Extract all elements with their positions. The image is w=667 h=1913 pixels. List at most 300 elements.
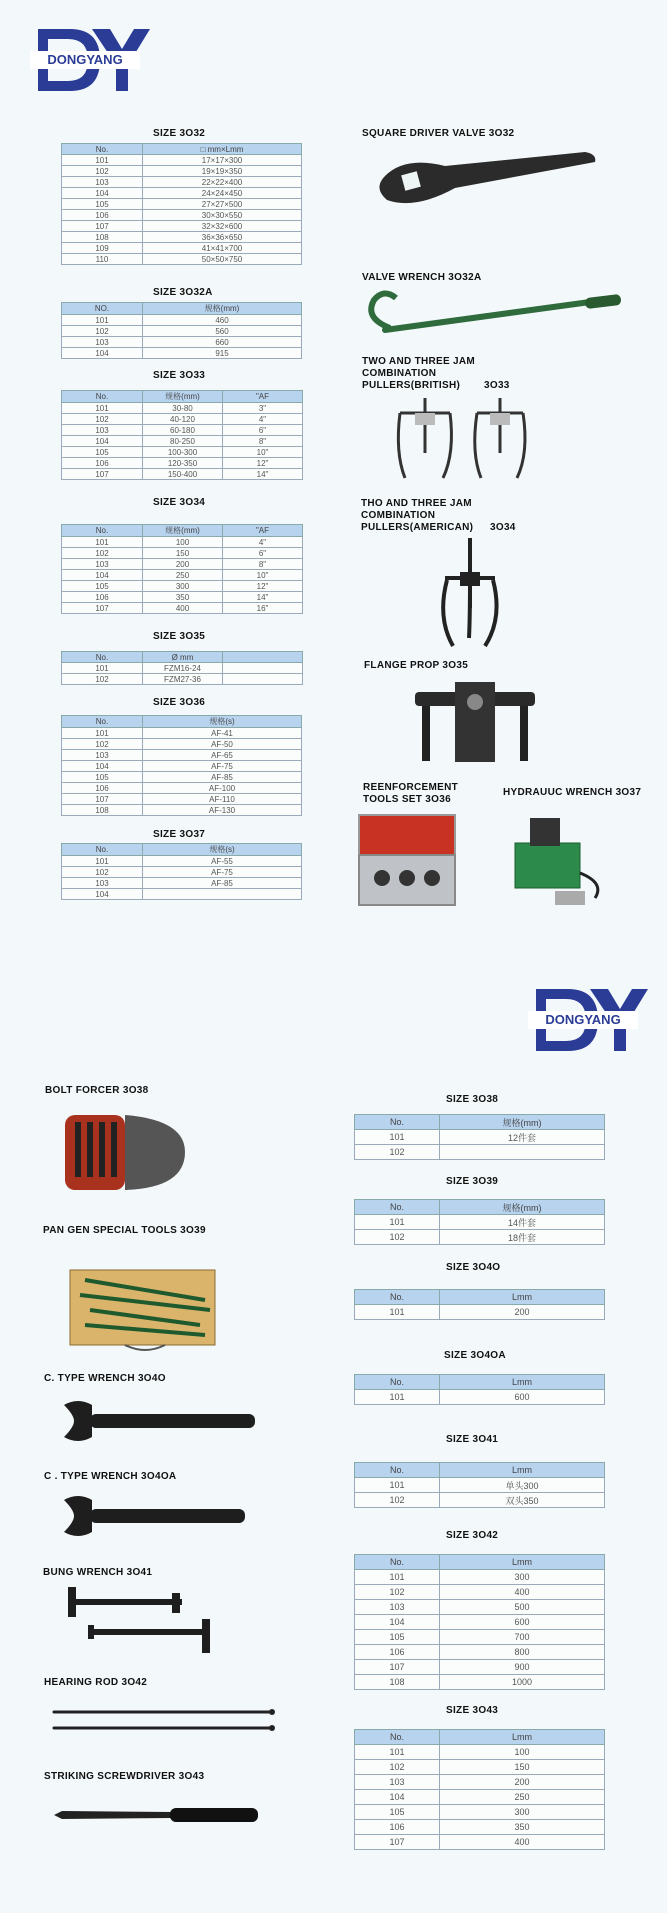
table-cell: 108 <box>355 1675 440 1690</box>
table-cell: 80-250 <box>143 436 223 447</box>
table-cell: 12件套 <box>440 1130 605 1145</box>
size-title-3043: SIZE 3O43 <box>446 1705 499 1716</box>
striking-screwdriver-icon <box>52 1800 262 1830</box>
table-cell: 107 <box>62 603 143 614</box>
table-header-row <box>62 525 303 537</box>
table-cell: 106 <box>62 783 143 794</box>
table-row <box>62 155 302 166</box>
table-cell: 双头350 <box>440 1493 605 1508</box>
table-cell: 700 <box>440 1630 605 1645</box>
table-header-row <box>62 844 302 856</box>
table-cell: 300 <box>440 1805 605 1820</box>
table-row <box>355 1790 605 1805</box>
table-cell: 460 <box>143 315 302 326</box>
table-cell: 120-350 <box>143 458 223 469</box>
table-cell: 10" <box>223 570 303 581</box>
table-cell: AF-85 <box>143 878 302 889</box>
table-row <box>62 458 303 469</box>
table-cell: 50×50×750 <box>143 254 302 265</box>
table-row <box>62 856 302 867</box>
table-cell: 18件套 <box>440 1230 605 1245</box>
size-table-3036 <box>61 715 302 816</box>
table-cell: 102 <box>355 1585 440 1600</box>
table-cell: 900 <box>440 1660 605 1675</box>
caption-3039: PAN GEN SPECIAL TOOLS 3O39 <box>43 1225 206 1236</box>
table-cell: 300 <box>143 581 223 592</box>
column-header: No. <box>355 1730 440 1745</box>
table-cell: AF-75 <box>143 867 302 878</box>
table-row <box>355 1835 605 1850</box>
table-cell <box>440 1145 605 1160</box>
table-cell: 109 <box>62 243 143 254</box>
table-row <box>62 728 302 739</box>
table-cell: 105 <box>62 199 143 210</box>
brand-name-2: DONGYANG <box>528 1011 638 1029</box>
table-cell: 12" <box>223 581 303 592</box>
table-row <box>62 348 302 359</box>
column-header: No. <box>62 844 143 856</box>
size-table-3040 <box>354 1289 605 1320</box>
square-driver-valve-icon <box>365 148 605 218</box>
table-cell: 106 <box>62 458 143 469</box>
size-table-3032a <box>61 302 302 359</box>
size-table-3035 <box>61 651 303 685</box>
table-cell: AF-85 <box>143 772 302 783</box>
table-cell <box>143 889 302 900</box>
table-cell: 200 <box>440 1775 605 1790</box>
table-row <box>62 867 302 878</box>
column-header: Lmm <box>440 1555 605 1570</box>
table-header-row <box>355 1463 605 1478</box>
table-cell: 660 <box>143 337 302 348</box>
table-cell: 101 <box>355 1130 440 1145</box>
caption-3033-line1: TWO AND THREE JAM <box>362 356 476 367</box>
table-row <box>62 581 303 592</box>
table-header-row <box>355 1200 605 1215</box>
table-row <box>355 1493 605 1508</box>
table-cell: 14" <box>223 469 303 480</box>
table-cell: 106 <box>62 592 143 603</box>
table-row <box>62 794 302 805</box>
c-type-wrench-a-icon <box>60 1492 250 1542</box>
table-cell: 500 <box>440 1600 605 1615</box>
table-header-row <box>62 391 303 403</box>
table-cell: 200 <box>143 559 223 570</box>
table-cell: 110 <box>62 254 143 265</box>
table-row <box>62 603 303 614</box>
column-header: NO. <box>62 303 143 315</box>
table-cell: 3" <box>223 403 303 414</box>
table-cell: AF-100 <box>143 783 302 794</box>
size-title-3040: SIZE 3O4O <box>446 1262 501 1273</box>
table-cell: 107 <box>62 221 143 232</box>
table-row <box>355 1305 605 1320</box>
table-cell: 6" <box>223 425 303 436</box>
table-cell: FZM16-24 <box>143 663 223 674</box>
table-cell: 103 <box>62 559 143 570</box>
caption-3032a: VALVE WRENCH 3O32A <box>362 272 482 283</box>
table-cell: 106 <box>355 1820 440 1835</box>
column-header: No. <box>355 1463 440 1478</box>
table-row <box>355 1820 605 1835</box>
table-cell: 1000 <box>440 1675 605 1690</box>
table-row <box>62 166 302 177</box>
table-cell: 102 <box>62 166 143 177</box>
column-header: 规格(s) <box>143 716 302 728</box>
table-row <box>62 210 302 221</box>
size-title-3041: SIZE 3O41 <box>446 1434 499 1445</box>
table-cell: 22×22×400 <box>143 177 302 188</box>
table-cell: 100 <box>440 1745 605 1760</box>
column-header: 规格(mm) <box>440 1200 605 1215</box>
table-cell: 101 <box>62 728 143 739</box>
size-title-3042: SIZE 3O42 <box>446 1530 499 1541</box>
table-cell: 102 <box>355 1760 440 1775</box>
table-cell: 108 <box>62 232 143 243</box>
size-table-3039 <box>354 1199 605 1245</box>
table-row <box>62 469 303 480</box>
table-cell: 103 <box>62 878 143 889</box>
table-header-row <box>355 1115 605 1130</box>
column-header: Lmm <box>440 1375 605 1390</box>
table-cell: AF-110 <box>143 794 302 805</box>
table-row <box>62 337 302 348</box>
table-row <box>355 1675 605 1690</box>
table-header-row <box>355 1375 605 1390</box>
size-table-3040a <box>354 1374 605 1405</box>
table-cell: 107 <box>355 1660 440 1675</box>
table-cell: 4" <box>223 537 303 548</box>
table-cell: AF-55 <box>143 856 302 867</box>
table-header-row <box>62 144 302 155</box>
column-header: No. <box>62 716 143 728</box>
table-cell: 100 <box>143 537 223 548</box>
table-row <box>355 1600 605 1615</box>
table-cell: 103 <box>62 750 143 761</box>
column-header: Lmm <box>440 1463 605 1478</box>
size-table-3037 <box>61 843 302 900</box>
brand-name: DONGYANG <box>30 51 140 69</box>
table-cell: 105 <box>355 1805 440 1820</box>
c-type-wrench-icon <box>60 1397 260 1447</box>
table-cell: 104 <box>62 570 143 581</box>
table-cell: 14件套 <box>440 1215 605 1230</box>
tools-set-case-icon <box>357 813 457 908</box>
table-cell: 104 <box>355 1615 440 1630</box>
table-cell: AF-65 <box>143 750 302 761</box>
table-cell: 300 <box>440 1570 605 1585</box>
table-row <box>62 772 302 783</box>
caption-3034-line3: PULLERS(AMERICAN) <box>361 522 474 533</box>
size-title-3032a: SIZE 3O32A <box>153 287 213 298</box>
table-cell: 105 <box>62 447 143 458</box>
size-title-3032: SIZE 3O32 <box>153 128 206 139</box>
table-row <box>62 878 302 889</box>
size-table-3033 <box>61 390 303 480</box>
table-cell: 150-400 <box>143 469 223 480</box>
table-cell: 102 <box>62 326 143 337</box>
table-row <box>355 1805 605 1820</box>
table-cell: 107 <box>355 1835 440 1850</box>
bung-wrench-icon <box>62 1587 232 1657</box>
table-cell: 107 <box>62 469 143 480</box>
table-cell <box>223 663 303 674</box>
table-cell: 400 <box>143 603 223 614</box>
table-cell: 105 <box>62 581 143 592</box>
bolt-forcer-icon <box>60 1110 190 1195</box>
size-table-3042 <box>354 1554 605 1690</box>
table-cell: 101 <box>62 403 143 414</box>
column-header: No. <box>355 1375 440 1390</box>
table-cell: 101 <box>62 856 143 867</box>
table-row <box>62 447 303 458</box>
size-title-3037: SIZE 3O37 <box>153 829 206 840</box>
table-cell: 600 <box>440 1390 605 1405</box>
table-cell: 101 <box>355 1305 440 1320</box>
table-cell: 16" <box>223 603 303 614</box>
table-row <box>62 783 302 794</box>
table-row <box>62 414 303 425</box>
table-row <box>355 1570 605 1585</box>
table-row <box>62 805 302 816</box>
size-title-3034: SIZE 3O34 <box>153 497 206 508</box>
caption-3034-code: 3O34 <box>490 522 516 533</box>
table-cell: 40-120 <box>143 414 223 425</box>
size-title-3039: SIZE 3O39 <box>446 1176 499 1187</box>
table-cell: 915 <box>143 348 302 359</box>
size-table-3038 <box>354 1114 605 1160</box>
column-header: □ mm×Lmm <box>143 144 302 155</box>
column-header: No. <box>355 1555 440 1570</box>
table-cell: 103 <box>62 177 143 188</box>
table-cell: 350 <box>440 1820 605 1835</box>
table-cell: 101 <box>62 315 143 326</box>
table-cell: 101 <box>62 537 143 548</box>
table-row <box>355 1660 605 1675</box>
size-title-3033: SIZE 3O33 <box>153 370 206 381</box>
column-header: 规格(mm) <box>143 391 223 403</box>
table-cell: 250 <box>143 570 223 581</box>
table-header-row <box>62 716 302 728</box>
table-row <box>62 221 302 232</box>
table-row <box>355 1745 605 1760</box>
table-row <box>62 537 303 548</box>
table-cell: 100-300 <box>143 447 223 458</box>
table-cell: 8" <box>223 559 303 570</box>
column-header: No. <box>62 525 143 537</box>
table-row <box>62 889 302 900</box>
table-row <box>62 592 303 603</box>
table-cell: 400 <box>440 1835 605 1850</box>
table-row <box>62 548 303 559</box>
column-header: No. <box>62 652 143 663</box>
brand-logo-2 <box>528 985 648 1055</box>
caption-3035: FLANGE PROP 3O35 <box>364 660 469 671</box>
table-cell: 101 <box>62 663 143 674</box>
table-cell: 106 <box>62 210 143 221</box>
caption-3041: BUNG WRENCH 3O41 <box>43 1567 153 1578</box>
table-row <box>355 1145 605 1160</box>
table-cell: 103 <box>355 1775 440 1790</box>
table-cell: 101 <box>355 1215 440 1230</box>
table-cell: 32×32×600 <box>143 221 302 232</box>
table-header-row <box>355 1730 605 1745</box>
table-cell: 27×27×500 <box>143 199 302 210</box>
table-cell: 12" <box>223 458 303 469</box>
size-title-3038: SIZE 3O38 <box>446 1094 499 1105</box>
column-header: "AF <box>223 391 303 403</box>
table-cell: FZM27-36 <box>143 674 223 685</box>
caption-3036-line1: REENFORCEMENT <box>363 782 459 793</box>
table-cell: 102 <box>62 867 143 878</box>
table-cell: 103 <box>62 425 143 436</box>
table-cell: 101 <box>355 1745 440 1760</box>
table-cell: 150 <box>440 1760 605 1775</box>
table-row <box>355 1775 605 1790</box>
table-cell: 105 <box>62 772 143 783</box>
column-header: No. <box>355 1200 440 1215</box>
column-header: 规格(s) <box>143 844 302 856</box>
table-cell: 19×19×350 <box>143 166 302 177</box>
flange-prop-icon <box>410 680 540 770</box>
caption-3032: SQUARE DRIVER VALVE 3O32 <box>362 128 515 139</box>
table-cell: 102 <box>355 1493 440 1508</box>
table-cell: 800 <box>440 1645 605 1660</box>
table-cell: 200 <box>440 1305 605 1320</box>
table-cell: 102 <box>62 674 143 685</box>
table-cell: AF-75 <box>143 761 302 772</box>
table-header-row <box>62 303 302 315</box>
table-cell: 10" <box>223 447 303 458</box>
column-header: 规格(mm) <box>143 303 302 315</box>
caption-3037: HYDRAUUC WRENCH 3O37 <box>503 787 642 798</box>
table-cell: AF-130 <box>143 805 302 816</box>
caption-3040: C. TYPE WRENCH 3O4O <box>44 1373 166 1384</box>
table-row <box>355 1585 605 1600</box>
table-header-row <box>355 1290 605 1305</box>
table-cell: 30-80 <box>143 403 223 414</box>
table-row <box>355 1630 605 1645</box>
table-cell: 102 <box>62 414 143 425</box>
table-row <box>355 1478 605 1493</box>
table-cell: 101 <box>355 1570 440 1585</box>
table-cell: AF-50 <box>143 739 302 750</box>
table-cell: 41×41×700 <box>143 243 302 254</box>
brand-logo <box>30 25 150 95</box>
table-row <box>62 326 302 337</box>
table-cell: 104 <box>62 188 143 199</box>
caption-3038: BOLT FORCER 3O38 <box>45 1085 149 1096</box>
caption-3034-line1: THO AND THREE JAM <box>361 498 472 509</box>
table-cell: 103 <box>62 337 143 348</box>
american-puller-icon <box>425 538 515 658</box>
table-row <box>62 559 303 570</box>
column-header: No. <box>62 144 143 155</box>
table-cell: 24×24×450 <box>143 188 302 199</box>
size-table-3041 <box>354 1462 605 1508</box>
table-row <box>355 1230 605 1245</box>
table-cell: 102 <box>62 548 143 559</box>
table-row <box>62 570 303 581</box>
table-row <box>355 1390 605 1405</box>
table-cell: 108 <box>62 805 143 816</box>
table-row <box>62 761 302 772</box>
caption-3033-code: 3O33 <box>484 380 510 391</box>
table-cell: 150 <box>143 548 223 559</box>
table-cell: 102 <box>62 739 143 750</box>
table-cell: 60-180 <box>143 425 223 436</box>
table-cell: 104 <box>62 348 143 359</box>
column-header: "AF <box>223 525 303 537</box>
size-title-3036: SIZE 3O36 <box>153 697 206 708</box>
hearing-rod-icon <box>52 1700 282 1740</box>
table-cell: 14" <box>223 592 303 603</box>
size-table-3043 <box>354 1729 605 1850</box>
table-row <box>62 739 302 750</box>
table-row <box>62 243 302 254</box>
table-cell: 107 <box>62 794 143 805</box>
table-cell: 250 <box>440 1790 605 1805</box>
column-header: 规格(mm) <box>440 1115 605 1130</box>
table-header-row <box>62 652 303 663</box>
column-header: Ø mm <box>143 652 223 663</box>
size-table-3034 <box>61 524 303 614</box>
caption-3036-line2: TOOLS SET 3O36 <box>363 794 451 805</box>
table-cell: 103 <box>355 1600 440 1615</box>
table-cell: 104 <box>62 889 143 900</box>
table-row <box>62 674 303 685</box>
table-cell: 102 <box>355 1145 440 1160</box>
british-puller-icon <box>385 393 545 493</box>
table-row <box>62 315 302 326</box>
table-cell: 6" <box>223 548 303 559</box>
table-cell: 4" <box>223 414 303 425</box>
table-row <box>62 254 302 265</box>
column-header: Lmm <box>440 1730 605 1745</box>
table-row <box>355 1645 605 1660</box>
table-cell: 400 <box>440 1585 605 1600</box>
table-cell: 30×30×550 <box>143 210 302 221</box>
table-row <box>62 663 303 674</box>
table-cell: 101 <box>62 155 143 166</box>
table-cell: 104 <box>355 1790 440 1805</box>
table-row <box>62 403 303 414</box>
table-row <box>62 199 302 210</box>
table-row <box>62 425 303 436</box>
column-header: No. <box>62 391 143 403</box>
caption-3043: STRIKING SCREWDRIVER 3O43 <box>44 1771 205 1782</box>
table-cell: 105 <box>355 1630 440 1645</box>
size-title-3040a: SIZE 3O4OA <box>444 1350 506 1361</box>
table-cell: 102 <box>355 1230 440 1245</box>
caption-3033-line3: PULLERS(BRITISH) <box>362 380 461 391</box>
caption-3034-line2: COMBINATION <box>361 510 436 521</box>
table-cell <box>223 674 303 685</box>
table-row <box>355 1215 605 1230</box>
table-row <box>62 188 302 199</box>
table-row <box>62 750 302 761</box>
column-header <box>223 652 303 663</box>
table-cell: 17×17×300 <box>143 155 302 166</box>
table-cell: 36×36×650 <box>143 232 302 243</box>
table-header-row <box>355 1555 605 1570</box>
column-header: Lmm <box>440 1290 605 1305</box>
table-cell: 8" <box>223 436 303 447</box>
table-cell: 104 <box>62 761 143 772</box>
size-table-3032 <box>61 143 302 265</box>
caption-3033-line2: COMBINATION <box>362 368 437 379</box>
special-tools-box-icon <box>65 1250 225 1355</box>
